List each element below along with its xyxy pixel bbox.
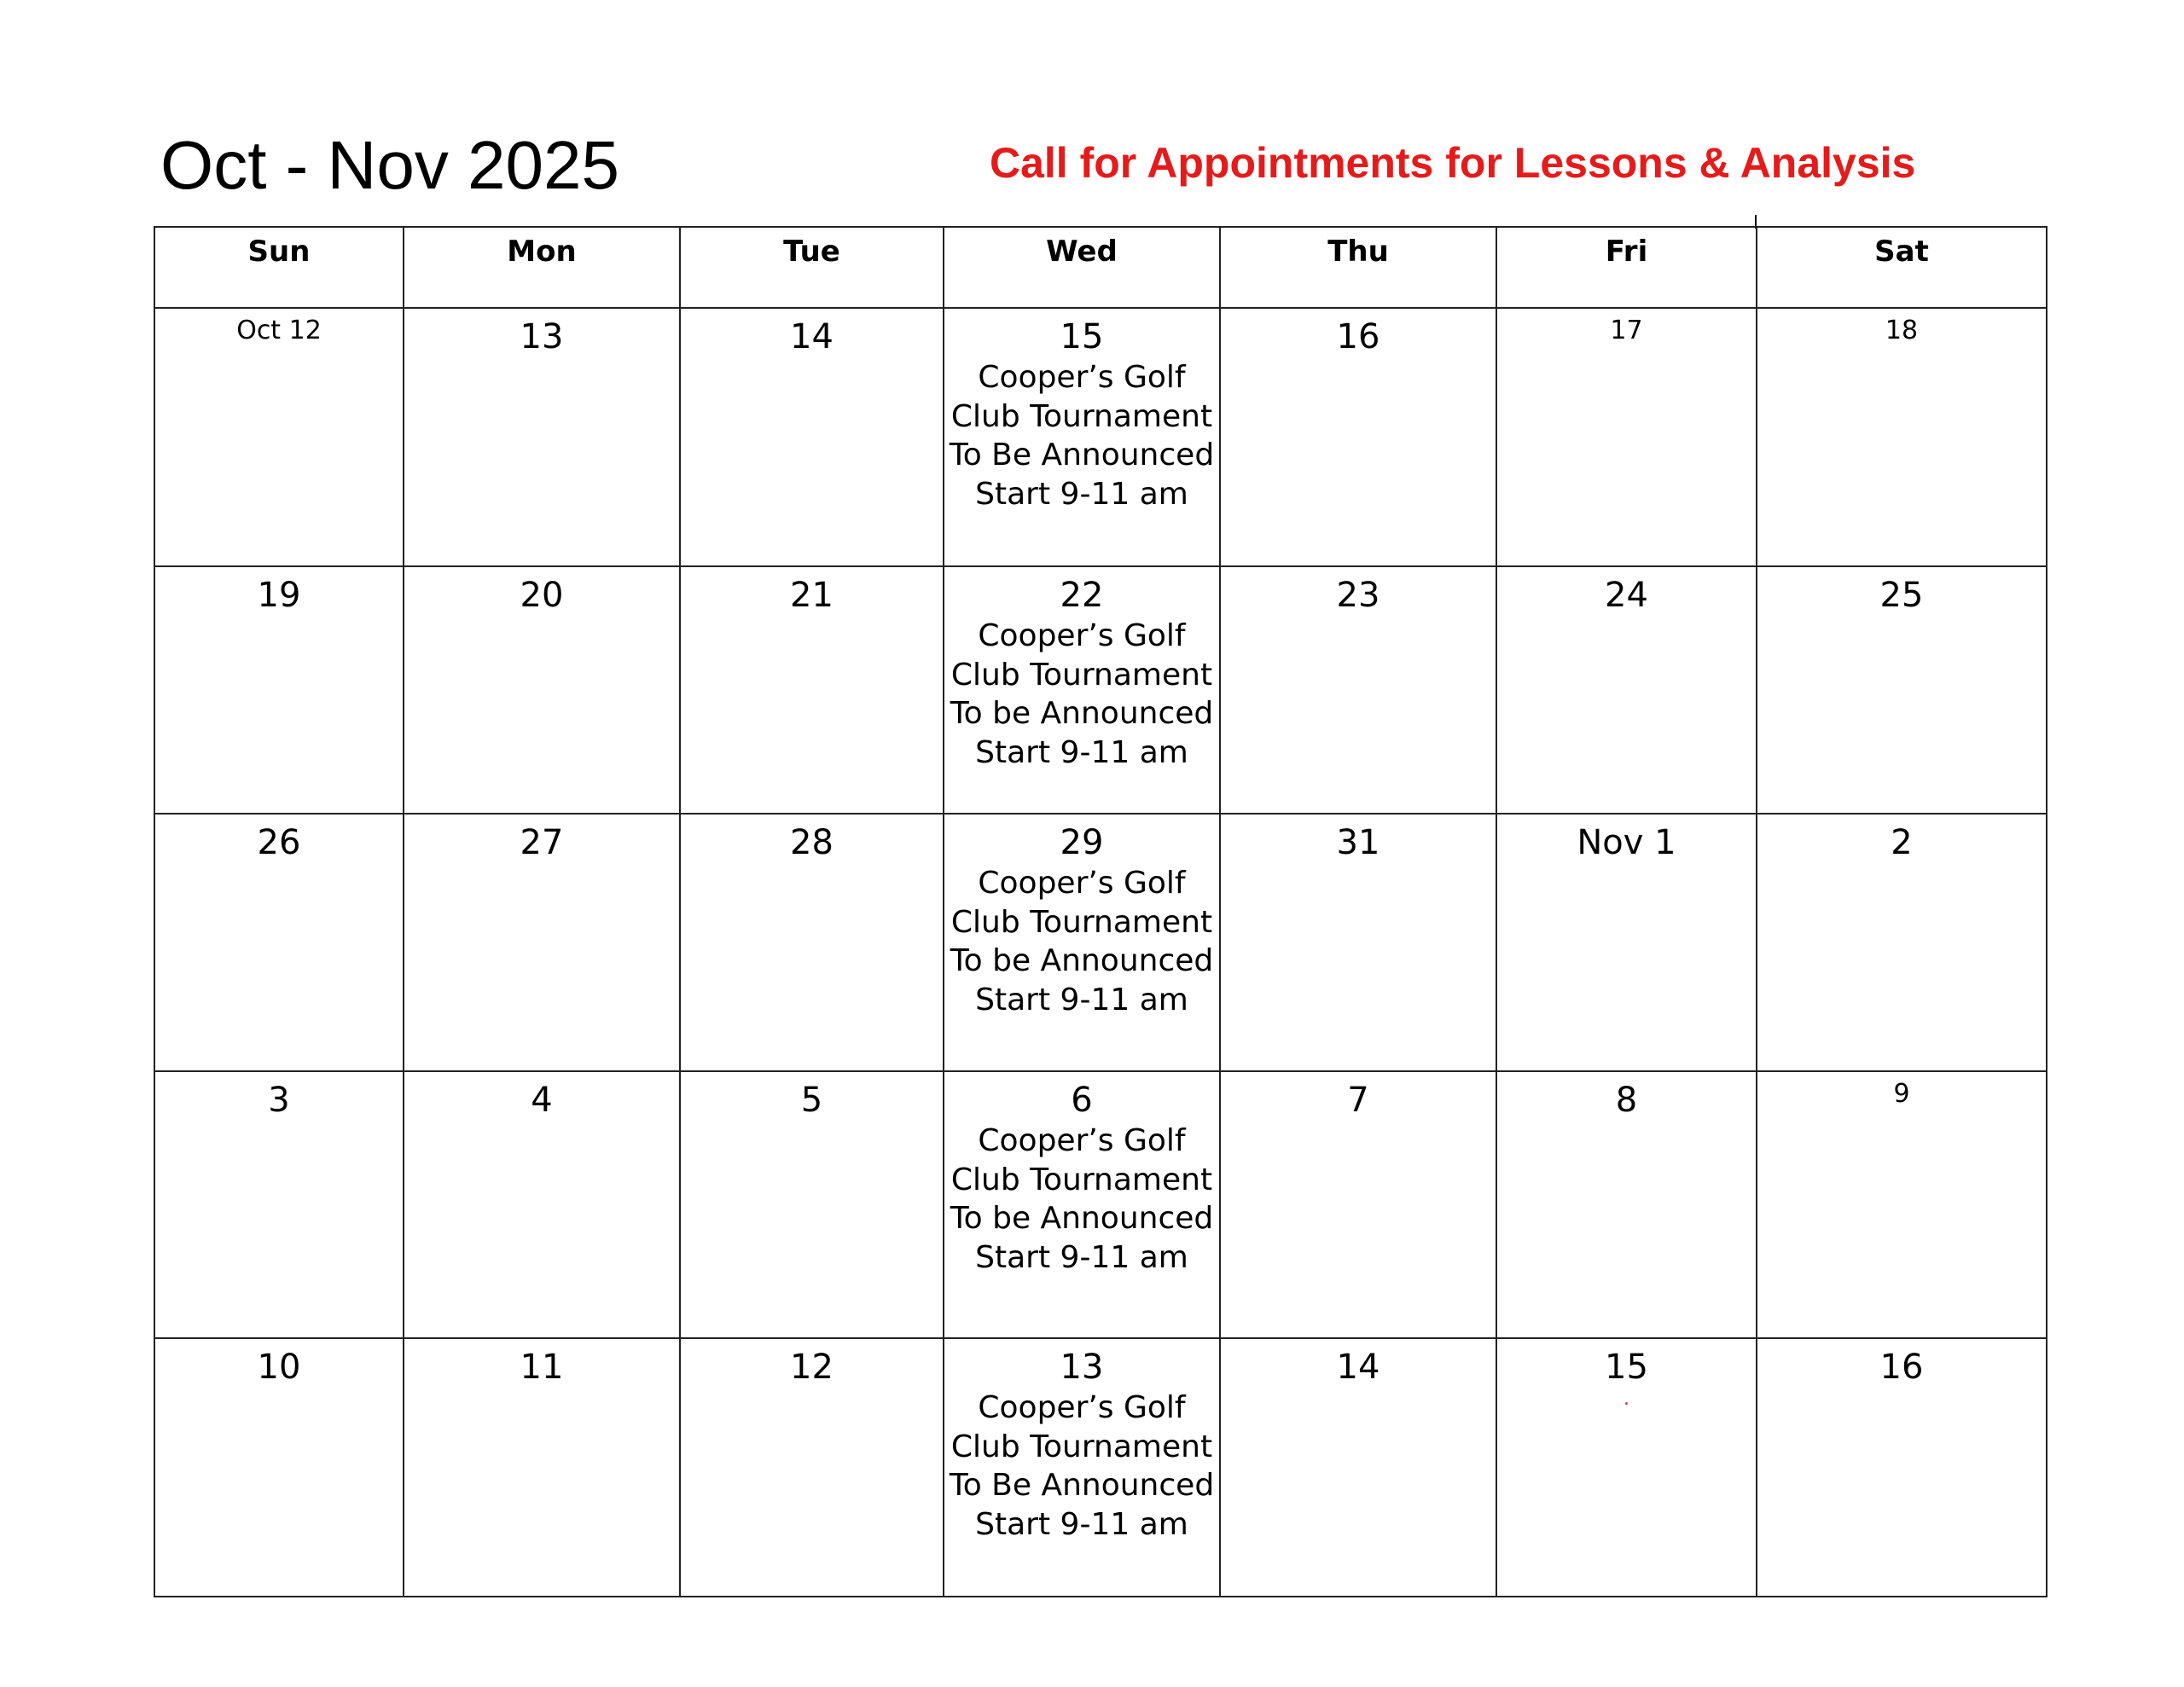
- event-text: [944, 358, 1219, 513]
- event-text: [944, 1388, 1219, 1544]
- day-number: 28: [790, 823, 834, 862]
- day-cell: [155, 815, 404, 1072]
- event-line: To be Announced: [950, 943, 1214, 978]
- day-cell: [155, 309, 404, 567]
- day-cell: [404, 309, 681, 567]
- event-text: [944, 1122, 1219, 1277]
- event-line: Club Tournament: [950, 904, 1213, 940]
- day-number: 13: [1060, 1348, 1104, 1387]
- day-cell: [404, 1072, 681, 1339]
- day-cell: [155, 1072, 404, 1339]
- event-line: To Be Announced: [949, 438, 1215, 472]
- event-line: Cooper’s Golf: [978, 360, 1186, 395]
- event-text: [944, 617, 1219, 772]
- day-number: 6: [1071, 1081, 1093, 1120]
- day-number: 17: [1610, 316, 1643, 345]
- day-number: Oct 12: [236, 316, 322, 345]
- day-cell: [1757, 309, 2046, 567]
- day-cell: [944, 567, 1221, 815]
- page-title: Oct - Nov 2025: [160, 127, 620, 203]
- day-cell: [1497, 567, 1757, 815]
- day-number: 15: [1605, 1348, 1648, 1387]
- day-number: 7: [1347, 1081, 1369, 1120]
- day-number: 15: [1060, 317, 1104, 357]
- red-dot-mark: .: [1623, 1388, 1629, 1410]
- event-line: Cooper’s Golf: [978, 1390, 1186, 1425]
- weekday-header-tue: Tue: [681, 228, 944, 309]
- day-number: 3: [268, 1081, 290, 1120]
- day-number: 27: [520, 823, 564, 862]
- appointment-notice: Call for Appointments for Lessons & Analysis: [990, 139, 1916, 187]
- event-line: Cooper’s Golf: [978, 618, 1186, 653]
- weekday-header-fri: Fri: [1497, 228, 1757, 309]
- day-number: 5: [800, 1081, 823, 1120]
- day-cell: [1221, 309, 1497, 567]
- day-number: 14: [1336, 1348, 1380, 1387]
- day-number: 31: [1336, 823, 1380, 862]
- weekday-header-wed: Wed: [944, 228, 1221, 309]
- day-number: 21: [790, 576, 834, 615]
- day-number: 13: [520, 317, 564, 357]
- day-cell: [944, 1072, 1221, 1339]
- event-line: Club Tournament: [950, 1162, 1213, 1197]
- day-number: 20: [520, 576, 564, 615]
- event-text: [944, 864, 1219, 1019]
- day-cell: [681, 309, 944, 567]
- day-cell: [1757, 1072, 2046, 1339]
- day-number: Nov 1: [1577, 823, 1676, 862]
- day-number: 19: [257, 576, 301, 615]
- event-line: Club Tournament: [950, 1429, 1213, 1464]
- event-line: To Be Announced: [949, 1468, 1215, 1503]
- day-number: 11: [520, 1348, 564, 1387]
- day-cell: [404, 1339, 681, 1597]
- event-line: Start 9-11 am: [975, 734, 1188, 770]
- day-number: 14: [790, 317, 834, 357]
- day-cell: [155, 1339, 404, 1597]
- event-line: Start 9-11 am: [975, 476, 1188, 512]
- day-number: 23: [1336, 576, 1380, 615]
- day-number: 29: [1060, 823, 1104, 862]
- weekday-header-mon: Mon: [404, 228, 681, 309]
- day-number: 2: [1891, 823, 1913, 862]
- day-cell: [1757, 815, 2046, 1072]
- day-cell: [681, 1072, 944, 1339]
- day-cell: [1221, 1072, 1497, 1339]
- day-cell: [1497, 1339, 1757, 1597]
- day-cell: [1757, 1339, 2046, 1597]
- day-number: 18: [1885, 316, 1919, 345]
- day-number: 9: [1893, 1079, 1910, 1109]
- event-line: Cooper’s Golf: [978, 1123, 1186, 1158]
- weekday-header-thu: Thu: [1221, 228, 1497, 309]
- day-cell: [944, 815, 1221, 1072]
- weekday-header-sat: Sat: [1757, 228, 2046, 309]
- event-line: Start 9-11 am: [975, 1239, 1188, 1275]
- calendar-grid: [154, 226, 2048, 1597]
- event-line: Cooper’s Golf: [978, 866, 1186, 901]
- event-line: To be Announced: [950, 696, 1214, 731]
- day-number: 22: [1060, 576, 1104, 615]
- day-cell: [1497, 309, 1757, 567]
- day-cell: [155, 567, 404, 815]
- day-number: 4: [531, 1081, 553, 1120]
- day-cell: [1757, 567, 2046, 815]
- day-cell: [681, 815, 944, 1072]
- day-cell: [681, 567, 944, 815]
- day-number: 8: [1615, 1081, 1638, 1120]
- day-number: 26: [257, 823, 301, 862]
- weekday-header-sun: Sun: [155, 228, 404, 309]
- day-cell: [681, 1339, 944, 1597]
- day-cell: [404, 815, 681, 1072]
- day-cell: [944, 1339, 1221, 1597]
- event-line: Club Tournament: [950, 398, 1213, 434]
- event-line: Club Tournament: [950, 657, 1213, 693]
- day-number: 16: [1336, 317, 1380, 357]
- day-cell: [1497, 1072, 1757, 1339]
- day-cell: [404, 567, 681, 815]
- day-number: 25: [1879, 576, 1924, 615]
- day-number: 16: [1879, 1348, 1924, 1387]
- event-line: To be Announced: [950, 1201, 1214, 1236]
- day-number: 24: [1605, 576, 1648, 615]
- day-cell: [1221, 815, 1497, 1072]
- event-line: Start 9-11 am: [975, 982, 1188, 1017]
- day-cell: [1497, 815, 1757, 1072]
- day-cell: [944, 309, 1221, 567]
- day-cell: [1221, 567, 1497, 815]
- day-number: 10: [257, 1348, 301, 1387]
- event-line: Start 9-11 am: [975, 1506, 1188, 1542]
- day-number: 12: [790, 1348, 834, 1387]
- day-cell: [1221, 1339, 1497, 1597]
